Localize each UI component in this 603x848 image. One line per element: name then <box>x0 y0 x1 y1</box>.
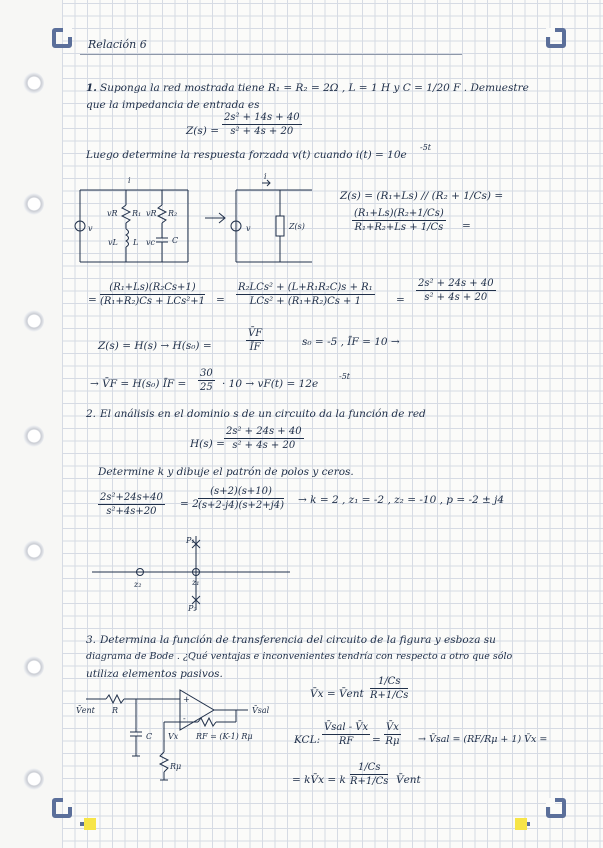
zs-denominator-1: R₁+R₂+Ls + 1/Cs <box>354 222 444 233</box>
circuit-1-r2-label: R₂ <box>168 209 178 218</box>
network-function-label: H(s) = <box>190 438 225 450</box>
circuit-3-c-label: C <box>146 732 153 741</box>
circuit-3-rf-label: RF = (K-1) Rμ <box>196 732 253 741</box>
opamp-minus-label: - <box>183 714 186 723</box>
circuit-1-vc-label: vc <box>146 238 155 247</box>
circuit-1-c-label: C <box>172 236 179 245</box>
row-2-denominator-3: s² + 4s + 20 <box>424 292 488 303</box>
problem-2-task: Determine k y dibuje el patrón de polos y ceros. <box>98 466 354 478</box>
circuit-3-vsal-label: V̄sal <box>252 706 270 715</box>
circuit-1-r1-label: R₁ <box>132 209 142 218</box>
equivalent-zs-label: Z(s) <box>289 222 305 231</box>
hs-s0-line: s₀ = -5 , ĪF = 10 → <box>302 336 400 348</box>
row-2-denominator-1: (R₁+R₂)Cs + LCs²+1 <box>100 296 205 307</box>
factor-denominator-1: s²+4s+20 <box>106 506 157 517</box>
final-result-a: = kV̄x = k <box>292 774 346 786</box>
vx-fraction <box>370 676 408 701</box>
final-result-b: V̄ent <box>396 774 421 786</box>
hs-line: Z(s) = H(s) → H(s₀) = <box>98 340 212 352</box>
circuit-3-vent-label: V̄ent <box>76 706 95 715</box>
kcl-label: KCL: <box>294 734 321 746</box>
zs-equation-1: Z(s) = (R₁+Ls) // (R₂ + 1/Cs) = <box>340 190 504 202</box>
circuit-1-current-label: i <box>128 176 131 185</box>
circuit-3-rmu-label: Rμ <box>170 762 182 771</box>
zs-equals-tail: = <box>462 220 471 232</box>
final-denominator: R+1/Cs <box>350 776 389 787</box>
vf-line-b: · 10 → vF(t) = 12e <box>222 378 319 390</box>
problem-3-statement-line2: diagrama de Bode . ¿Qué ventajas e inconvenientes tendría con respecto a otro que sólo <box>86 651 513 662</box>
pole-zero-results: → k = 2 , z₁ = -2 , z₂ = -10 , p = -2 ± j4 <box>298 494 505 506</box>
problem-2-number: 2. <box>86 408 97 420</box>
network-function-denominator: s² + 4s + 20 <box>232 440 296 451</box>
vf-line-a: → V̄F = H(s₀) ĪF = <box>90 378 187 390</box>
zero-2-label: z₂ <box>134 580 142 589</box>
kcl-denominator-2: Rμ <box>385 736 400 747</box>
equivalent-voltage-label: v <box>246 224 251 233</box>
row-2-numerator-2: R₂LCs² + (L+R₁R₂C)s + R₁ <box>238 282 373 293</box>
circuit-1-vr1-label: vR <box>107 209 118 218</box>
problem-1-then-exponent: -5t <box>420 143 432 152</box>
problem-1-number: 1. <box>86 82 97 94</box>
final-fraction <box>350 762 388 787</box>
circuit-3-vx-label: Vx <box>168 732 179 741</box>
factor-denominator-2: (s+2-j4)(s+2+j4) <box>198 500 285 511</box>
problem-3-statement-line3: utiliza elementos pasivos. <box>86 668 223 680</box>
network-function-numerator: 2s² + 24s + 40 <box>226 426 302 437</box>
kcl-denominator-1: RF <box>338 736 354 747</box>
kcl-arrow-result: → V̄sal = (RF/Rμ + 1) V̄x = <box>418 734 548 745</box>
hs-denominator: ĪF <box>249 342 261 353</box>
pole-1-label: P₁ <box>186 536 195 545</box>
zs-numerator-1: (R₁+Ls)(R₂+1/Cs) <box>354 208 444 219</box>
pole-2-label: P₂ <box>188 604 197 613</box>
factor-numerator-2: (s+2)(s+10) <box>198 486 284 499</box>
vf-fraction-numerator: 30 <box>200 368 213 379</box>
problem-1-statement-line1: Suponga la red mostrada tiene R₁ = R₂ = 2Ω , L = 1 H y C = 1/20 F . Demuestre <box>100 82 529 94</box>
impedance-numerator: 2s² + 14s + 40 <box>224 112 300 123</box>
equivalent-current-label: i <box>264 172 267 181</box>
circuit-1-vr2-label: vR <box>146 209 157 218</box>
kcl-numerator-1: V̄sal - V̄x <box>324 722 369 733</box>
kcl-fraction-1 <box>322 722 370 747</box>
vx-denominator: R+1/Cs <box>370 690 409 701</box>
row-2-numerator-1: (R₁+Ls)(R₂Cs+1) <box>100 282 205 295</box>
row-2-equals: = <box>88 294 97 306</box>
problem-3-statement-line1: Determina la función de transferencia del circuito de la figura y esboza su <box>100 634 496 646</box>
vf-fraction-denominator: 25 <box>200 382 213 393</box>
problem-3-number: 3. <box>86 634 97 646</box>
vx-numerator: 1/Cs <box>370 676 408 689</box>
page-title: Relación 6 <box>88 38 147 51</box>
hs-numerator: V̄F <box>248 328 263 339</box>
factor-numerator-1: 2s²+24s+40 <box>100 492 163 503</box>
problem-1-then-text: Luego determine la respuesta forzada v(t) cuando i(t) = 10e <box>86 149 407 161</box>
circuit-1-vl-label: vL <box>108 238 118 247</box>
row-2-numerator-3: 2s² + 24s + 40 <box>418 278 494 289</box>
vx-label: V̄x = V̄ent <box>310 688 364 700</box>
kcl-equals: = <box>372 734 381 746</box>
final-numerator: 1/Cs <box>350 762 388 775</box>
kcl-numerator-2: V̄x <box>386 722 399 733</box>
row-2-denominator-2: LCs² + (R₁+R₂)Cs + 1 <box>249 296 361 307</box>
circuit-1-l-label: L <box>133 238 139 247</box>
row-2-equals-2: = <box>216 294 225 306</box>
vf-exponent: -5t <box>339 372 351 381</box>
problem-2-statement: El análisis en el dominio s de un circuito da la función de red <box>100 408 426 420</box>
circuit-3-r-label: R <box>112 706 119 715</box>
row-2-equals-3: = <box>396 294 405 306</box>
zero-1-label: z₁ <box>192 578 200 587</box>
problem-1-statement-line2: que la impedancia de entrada es <box>86 99 260 111</box>
impedance-denominator: s² + 4s + 20 <box>230 126 294 137</box>
opamp-plus-label: + <box>183 695 190 704</box>
impedance-label: Z(s) = <box>186 125 220 137</box>
circuit-1-voltage-label: v <box>88 224 93 233</box>
factor-equals: = 2 <box>180 498 199 510</box>
kcl-fraction-2 <box>384 722 401 747</box>
